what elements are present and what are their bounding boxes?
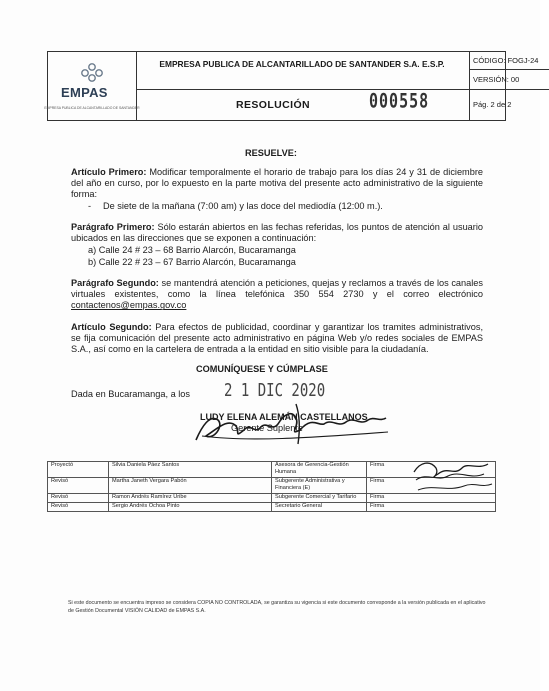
- logo-cell: [44, 52, 140, 120]
- articulo-segundo-title: Artículo Segundo:: [71, 322, 152, 332]
- name-cell: Ramon Andrés Ramírez Uribe: [109, 494, 272, 503]
- initials-scribble: [408, 450, 498, 508]
- firma-cell: Firma: [367, 462, 496, 478]
- document-header: [44, 51, 539, 121]
- logo-subtext: [44, 103, 140, 111]
- articulo-primero-bullet: De siete de la mañana (7:00 am) y las doce del mediodía (12:00 m.).: [103, 201, 383, 211]
- firma-cell: Firma: [367, 478, 496, 494]
- paragrafo-primero-title: Parágrafo Primero:: [71, 222, 155, 232]
- address-item: a) Calle 24 # 23 – 68 Barrio Alarcón, Bucaramanga: [88, 245, 296, 255]
- doc-page-number: Pág. 2 de 2: [473, 100, 512, 109]
- date-stamp: 2 1 DIC 2020: [224, 381, 326, 401]
- bullet-dash: -: [88, 201, 92, 211]
- dada-en-text: Dada en Bucaramanga, a los: [71, 389, 191, 399]
- position-cell: Subgerente Administrativa y Financiera (E): [272, 478, 367, 494]
- company-name: EMPRESA PUBLICA DE ALCANTARILLADO DE SANTANDER S.A. E.S.P.: [159, 59, 445, 69]
- position-cell: Asesora de Gerencia-Gestión Humana: [272, 462, 367, 478]
- signer-name: LUDY ELENA ALEMÁN CASTELLANOS: [200, 412, 368, 422]
- empas-logo-icon: [70, 61, 114, 85]
- articulo-segundo-text: Para efectos de publicidad, coordinar y garantizar los tramites administrativos, se fija comunicación del presente acto administrativo en página Web y/o redes sociales de EMPAS S.A., así como en la cartelera de entrada a la entidad en sitio visible para la ciudadanía.: [71, 322, 483, 355]
- role-cell: Revisó: [48, 494, 109, 503]
- position-cell: Subgerente Comercial y Tarifario: [272, 494, 367, 503]
- email-link[interactable]: contactenos@empas.gov.co: [71, 300, 187, 311]
- paragrafo-primero-text: Sólo estarán abiertos en las fechas referidas, los puntos de atención al usuario ubicados en las direcciones que se exponen a continuación:: [71, 222, 483, 244]
- role-cell: Revisó: [48, 503, 109, 512]
- articulo-primero: [71, 167, 483, 201]
- articulo-primero-title: Artículo Primero:: [71, 167, 147, 177]
- svg-text:EMPRESA PUBLICA DE ALCANTARILL: EMPRESA PUBLICA DE ALCANTARILLADO DE SANTANDER: [44, 106, 140, 110]
- logo-text: EMPAS: [61, 85, 108, 100]
- resolution-label: RESOLUCIÓN: [236, 99, 311, 111]
- comuniquese-heading: COMUNÍQUESE Y CÚMPLASE: [196, 364, 328, 374]
- paragrafo-segundo-text: se mantendrá atención a peticiones, quejas y reclamos a través de los canales virtuales existentes, como la línea telefónica 350 554 2730 y el correo electrónico: [71, 278, 483, 300]
- name-cell: Sergio Andrés Ochoa Pinto: [109, 503, 272, 512]
- firma-cell: Firma: [367, 494, 496, 503]
- name-cell: Silvia Daniela Páez Santos: [109, 462, 272, 478]
- position-cell: Secretario General: [272, 503, 367, 512]
- articulo-segundo: [71, 322, 483, 356]
- signer-role: Gerente Suplente: [231, 423, 304, 433]
- footer-disclaimer: Si este documento se encuentra impreso se considera COPIA NO CONTROLADA, se garantiza su vigencia si este documento corresponde a la versión publicada en el aplicativo de Gestión Documental VISIÓN CALIDAD de EMPAS S.A.: [68, 600, 486, 614]
- role-cell: Proyectó: [48, 462, 109, 478]
- meta-cell: [469, 52, 549, 120]
- doc-code: CÓDIGO: FOGJ-24: [469, 52, 549, 70]
- resolution-number: 000558: [369, 89, 430, 113]
- role-cell: Revisó: [48, 478, 109, 494]
- paragrafo-primero: [71, 222, 483, 244]
- paragrafo-segundo-title: Parágrafo Segundo:: [71, 278, 159, 288]
- articulo-primero-text: Modificar temporalmente el horario de trabajo para los días 24 y 31 de diciembre del año en curso, por lo expuesto en la parte motiva del presente acto administrativo de la siguiente forma:: [71, 167, 483, 200]
- name-cell: Martha Janeth Vergara Pabón: [109, 478, 272, 494]
- paragrafo-segundo: [71, 278, 483, 312]
- firma-cell: Firma: [367, 503, 496, 512]
- address-item: b) Calle 22 # 23 – 67 Barrio Alarcón, Bucaramanga: [88, 257, 296, 267]
- doc-version: VERSIÓN: 00: [469, 70, 549, 90]
- resuelve-heading: RESUELVE:: [245, 148, 297, 158]
- title-cell: [136, 52, 470, 120]
